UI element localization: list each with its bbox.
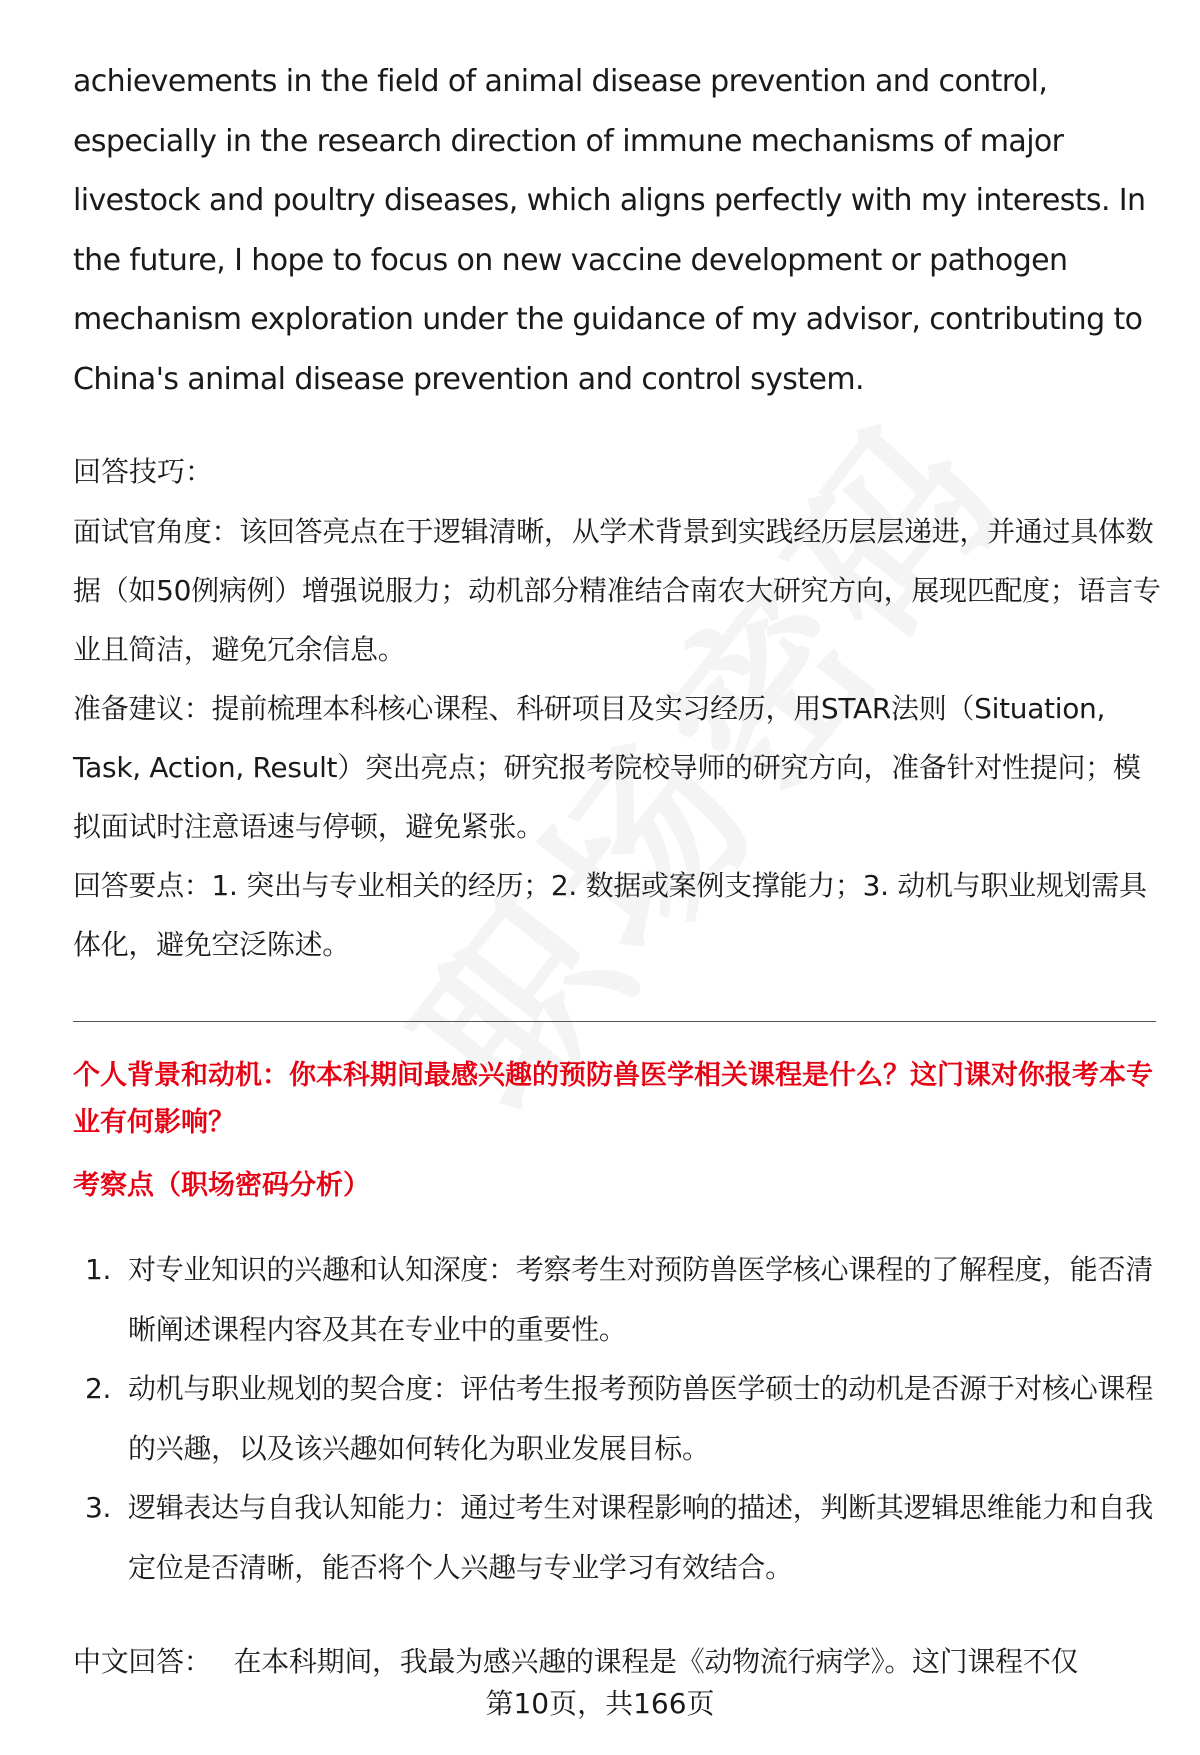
list-item — [73, 1359, 1163, 1478]
question-heading: 个人背景和动机：你本科期间最感兴趣的预防兽医学相关课程是什么？这门课对你报考本专业有何影响？ — [73, 1060, 1153, 1138]
section-divider — [73, 1021, 1156, 1022]
list-item-text: 逻辑表达与自我认知能力：通过考生对课程影响的描述，判断其逻辑思维能力和自我定位是否清晰，能否将个人兴趣与专业学习有效结合。 — [128, 1491, 1153, 1584]
tips-title: 回答技巧： — [73, 455, 214, 488]
list-item — [73, 1240, 1163, 1359]
list-item — [73, 1478, 1163, 1597]
tips-interviewer-perspective: 面试官角度：该回答亮点在于逻辑清晰，从学术背景到实践经历层层递进，并通过具体数据（如50例病例）增强说服力；动机部分精准结合南农大研究方向，展现匹配度；语言专业且简洁，避免冗余信息。 — [73, 515, 1161, 666]
tips-key-points: 回答要点：1. 突出与专业相关的经历；2. 数据或案例支撑能力；3. 动机与职业规划需具体化，避免空泛陈述。 — [73, 869, 1147, 961]
assessment-list — [73, 1240, 1163, 1597]
page-number: 第10页，共166页 — [485, 1687, 715, 1720]
answer-label: 中文回答： — [73, 1645, 212, 1678]
list-item-text: 动机与职业规划的契合度：评估考生报考预防兽医学硕士的动机是否源于对核心课程的兴趣，以及该兴趣如何转化为职业发展目标。 — [128, 1372, 1153, 1465]
list-item-number: 3. — [85, 1491, 112, 1524]
assessment-title: 考察点（职场密码分析） — [73, 1170, 370, 1201]
answer-text: 在本科期间，我最为感兴趣的课程是《动物流行病学》。这门课程不仅 — [233, 1645, 1079, 1678]
tips-preparation-advice: 准备建议：提前梳理本科核心课程、科研项目及实习经历，用STAR法则（Situation, Task, Action, Result）突出亮点；研究报考院校导师的研究方向，准备针对性提问；模拟面试时注意语速与停顿，避免紧张。 — [73, 692, 1141, 843]
list-item-number: 1. — [85, 1253, 112, 1286]
english-answer-paragraph: achievements in the field of animal disease prevention and control, especially in the research direction of immune mechanisms of major livestock and poultry diseases, which aligns perfectly with my interests. In the future, I hope to focus on new vaccine development or pathogen mechanism exploration under the guidance of my advisor, contributing to China's animal disease prevention and control system. — [73, 64, 1146, 397]
list-item-text: 对专业知识的兴趣和认知深度：考察考生对预防兽医学核心课程的了解程度，能否清晰阐述课程内容及其在专业中的重要性。 — [128, 1253, 1153, 1346]
list-item-number: 2. — [85, 1372, 112, 1405]
